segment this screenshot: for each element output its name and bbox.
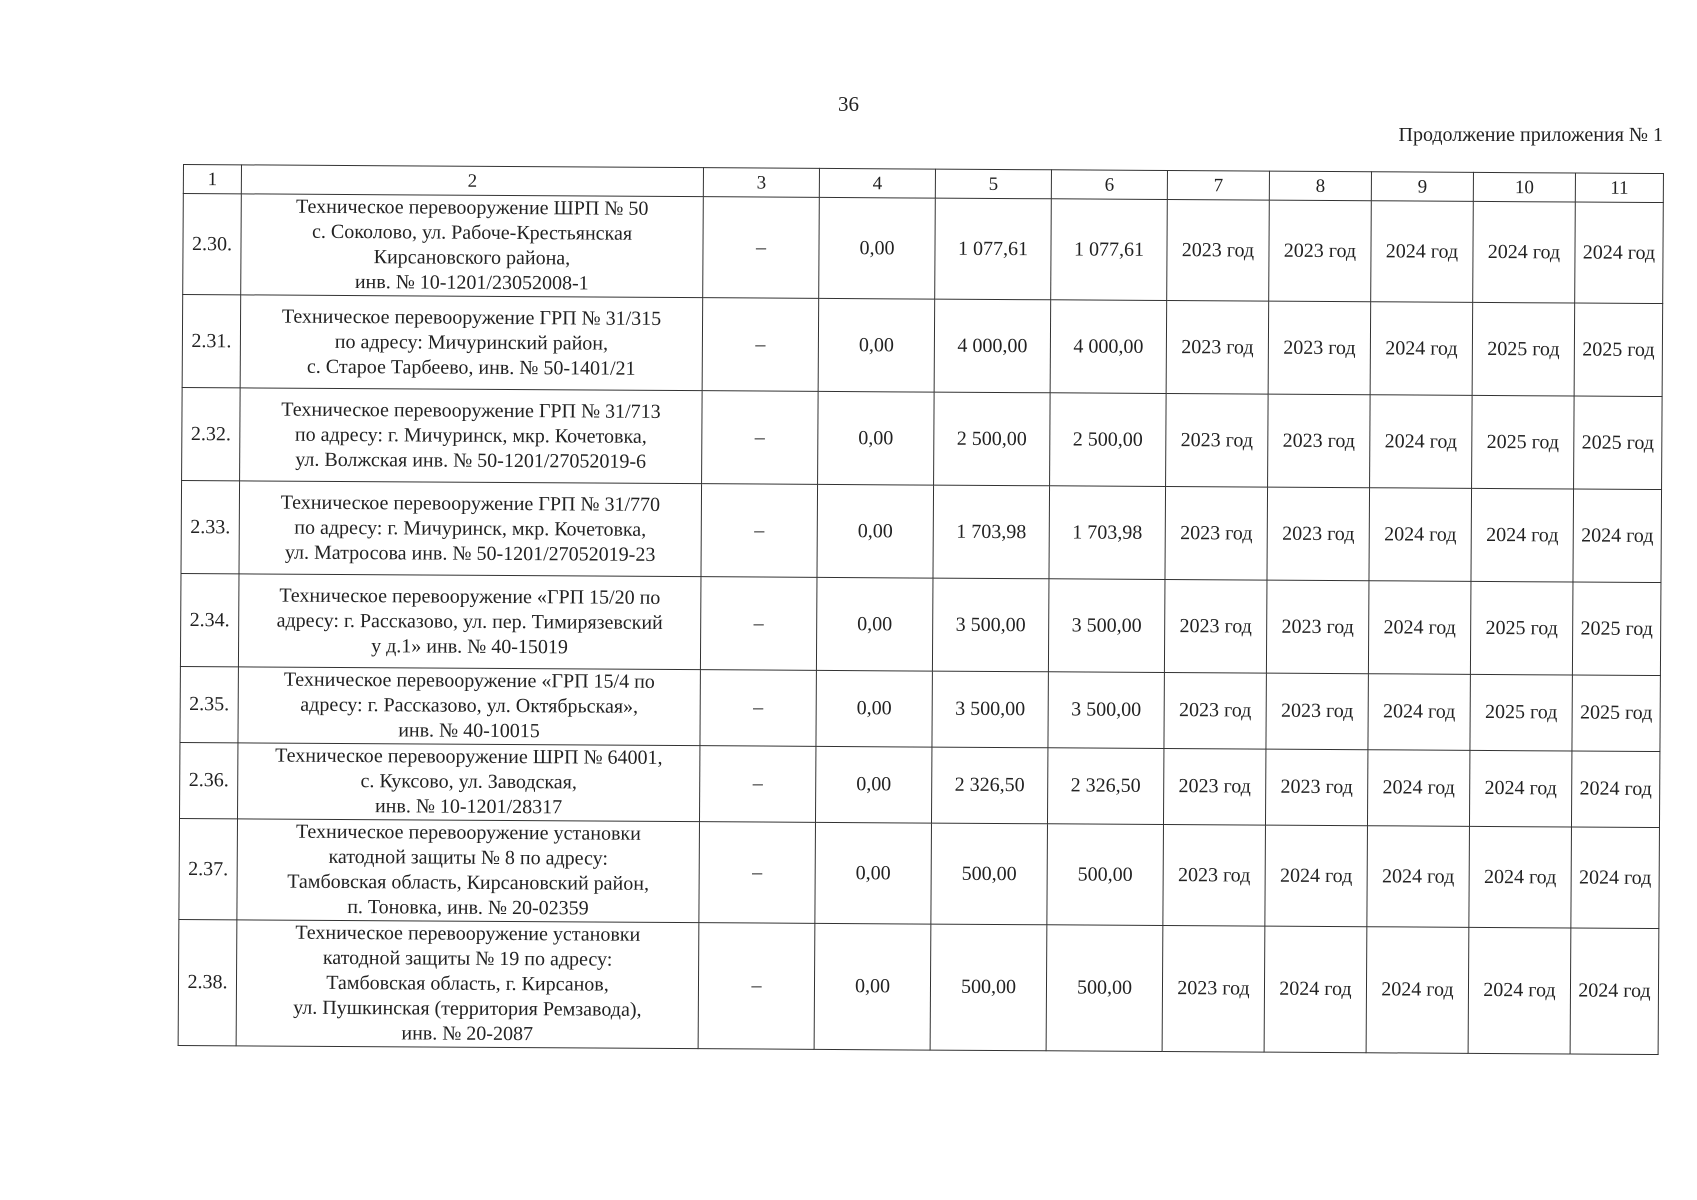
col3-value: – — [700, 670, 816, 747]
description-line: Техническое перевооружение установки — [295, 921, 641, 946]
page-number: 36 — [838, 92, 859, 116]
col7-value: 2023 год — [1163, 825, 1266, 927]
col10-value: 2025 год — [1470, 581, 1573, 675]
object-description — [236, 920, 699, 1049]
row-number: 2.33. — [181, 480, 240, 573]
row-number: 2.34. — [180, 573, 239, 666]
col4-value: 0,00 — [816, 577, 933, 671]
col7-value: 2023 год — [1167, 200, 1270, 302]
col9-value: 2024 год — [1371, 201, 1474, 303]
col6-value: 500,00 — [1046, 925, 1163, 1052]
row-number: 2.35. — [180, 666, 238, 742]
col11-value: 2025 год — [1572, 582, 1661, 676]
col9-value: 2024 год — [1368, 674, 1470, 751]
object-description — [238, 743, 700, 822]
col8-value: 2023 год — [1265, 749, 1367, 826]
description-line: у д.1» инв. № 40-15019 — [371, 634, 569, 658]
column-header: 3 — [703, 168, 819, 198]
col9-value: 2024 год — [1370, 302, 1473, 396]
col5-value: 1 703,98 — [933, 485, 1050, 579]
description-line: с. Старое Тарбеево, инв. № 50-1401/21 — [306, 355, 636, 380]
col5-value: 3 500,00 — [932, 671, 1048, 748]
col8-value: 2024 год — [1264, 926, 1367, 1053]
description-line: Техническое перевооружение «ГРП 15/20 по — [279, 584, 661, 609]
col11-value: 2024 год — [1571, 751, 1659, 828]
col9-value: 2024 год — [1367, 826, 1470, 928]
col5-value: 500,00 — [931, 823, 1048, 925]
col10-value: 2024 год — [1469, 826, 1572, 928]
col8-value: 2023 год — [1268, 301, 1371, 395]
col11-value: 2024 год — [1575, 202, 1664, 304]
col6-value: 2 326,50 — [1047, 748, 1163, 825]
object-description — [241, 194, 704, 298]
row-number: 2.37. — [179, 818, 238, 919]
col7-value: 2023 год — [1166, 394, 1269, 488]
object-description — [240, 388, 703, 484]
description-line: с. Соколово, ул. Рабоче-Крестьянская — [312, 220, 633, 245]
col10-value: 2024 год — [1473, 201, 1576, 303]
column-header: 9 — [1371, 172, 1473, 202]
object-description — [238, 667, 700, 746]
table-row — [182, 295, 1663, 397]
description-line: по адресу: г. Мичуринск, мкр. Кочетовка, — [294, 423, 647, 448]
col7-value: 2023 год — [1164, 580, 1267, 674]
row-number: 2.30. — [183, 194, 242, 295]
col3-value: – — [700, 577, 817, 671]
table-row — [180, 666, 1660, 751]
col6-value: 3 500,00 — [1048, 672, 1164, 749]
description-line: Техническое перевооружение установки — [295, 820, 641, 845]
object-description — [239, 481, 702, 577]
col10-value: 2024 год — [1468, 927, 1571, 1054]
appendix-continuation-label: Продолжение приложения № 1 — [1398, 124, 1663, 146]
col9-value: 2024 год — [1369, 488, 1472, 582]
description-line: ул. Волжская инв. № 50-1201/27052019-6 — [295, 448, 647, 473]
description-line: Техническое перевооружение ГРП № 31/713 — [281, 398, 661, 423]
col11-value: 2024 год — [1570, 928, 1659, 1055]
col8-value: 2023 год — [1266, 673, 1368, 750]
col3-value: – — [702, 298, 819, 392]
col7-value: 2023 год — [1162, 925, 1265, 1052]
col3-value: – — [698, 923, 815, 1050]
col4-value: 0,00 — [818, 391, 935, 485]
col3-value: – — [699, 746, 815, 823]
col11-value: 2025 год — [1574, 396, 1663, 490]
col8-value: 2023 год — [1267, 487, 1370, 581]
object-description — [238, 574, 701, 670]
column-header: 8 — [1269, 171, 1371, 201]
col6-value: 1 703,98 — [1049, 486, 1166, 580]
description-line: катодной защиты № 8 по адресу: — [328, 845, 609, 870]
row-number: 2.36. — [180, 742, 238, 818]
row-number: 2.38. — [178, 919, 237, 1045]
investment-program-table — [178, 164, 1664, 1055]
column-header: 11 — [1575, 173, 1663, 203]
description-line: с. Куксово, ул. Заводская, — [360, 770, 577, 794]
col3-value: – — [702, 391, 819, 485]
col6-value: 500,00 — [1047, 824, 1164, 926]
description-line: Кирсановского района, — [373, 246, 571, 270]
col10-value: 2025 год — [1472, 395, 1575, 489]
table-row — [179, 818, 1660, 928]
object-description — [240, 295, 703, 391]
col6-value: 3 500,00 — [1048, 579, 1165, 673]
description-line: инв. № 20-2087 — [401, 1022, 534, 1046]
col6-value: 1 077,61 — [1051, 199, 1168, 301]
col11-value: 2024 год — [1573, 489, 1662, 583]
col4-value: 0,00 — [818, 298, 935, 392]
col3-value: – — [699, 822, 816, 924]
description-line: адресу: г. Рассказово, ул. пер. Тимирязевский — [276, 609, 663, 634]
description-line: катодной защиты № 19 по адресу: — [322, 946, 613, 971]
description-line: Техническое перевооружение ГРП № 31/770 — [280, 491, 661, 516]
col7-value: 2023 год — [1163, 749, 1265, 826]
column-header: 5 — [935, 169, 1051, 199]
col6-value: 2 500,00 — [1050, 393, 1167, 487]
col10-value: 2024 год — [1469, 750, 1571, 827]
col4-value: 0,00 — [815, 746, 931, 823]
column-header: 1 — [183, 165, 241, 194]
description-line: Техническое перевооружение ШРП № 64001, — [275, 744, 663, 769]
col11-value: 2024 год — [1571, 827, 1660, 929]
col5-value: 500,00 — [930, 924, 1047, 1051]
row-number: 2.32. — [182, 387, 241, 480]
col7-value: 2023 год — [1166, 301, 1269, 395]
column-header: 10 — [1473, 172, 1575, 202]
col9-value: 2024 год — [1368, 581, 1471, 675]
table-row — [182, 387, 1663, 489]
col8-value: 2023 год — [1268, 394, 1371, 488]
col7-value: 2023 год — [1165, 487, 1268, 581]
col8-value: 2024 год — [1265, 825, 1368, 927]
col6-value: 4 000,00 — [1050, 300, 1167, 394]
col8-value: 2023 год — [1269, 200, 1372, 302]
col5-value: 2 500,00 — [934, 392, 1051, 486]
description-line: Техническое перевооружение «ГРП 15/4 по — [283, 668, 655, 693]
object-description — [237, 819, 700, 923]
col8-value: 2023 год — [1266, 580, 1369, 674]
col10-value: 2025 год — [1470, 674, 1572, 751]
col5-value: 3 500,00 — [932, 578, 1049, 672]
column-header: 7 — [1167, 171, 1269, 201]
col9-value: 2024 год — [1370, 395, 1473, 489]
description-line: п. Тоновка, инв. № 20-02359 — [347, 896, 589, 920]
col5-value: 2 326,50 — [931, 747, 1047, 824]
table-row — [181, 480, 1662, 582]
description-line: инв. № 40-10015 — [398, 719, 540, 743]
col3-value: – — [703, 197, 820, 299]
col10-value: 2024 год — [1471, 488, 1574, 582]
col4-value: 0,00 — [819, 197, 936, 299]
description-line: адресу: г. Рассказово, ул. Октябрьская», — [300, 693, 639, 718]
col9-value: 2024 год — [1366, 927, 1469, 1054]
col7-value: 2023 год — [1164, 673, 1266, 750]
col9-value: 2024 год — [1367, 750, 1469, 827]
description-line: Техническое перевооружение ГРП № 31/315 — [281, 305, 662, 330]
col4-value: 0,00 — [816, 670, 932, 747]
description-line: инв. № 10-1201/28317 — [374, 795, 563, 819]
col5-value: 4 000,00 — [934, 299, 1051, 393]
row-number: 2.31. — [182, 295, 241, 388]
col4-value: 0,00 — [814, 923, 931, 1050]
column-header: 6 — [1051, 170, 1167, 200]
description-line: ул. Пушкинская (территория Ремзавода), — [293, 996, 642, 1021]
description-line: ул. Матросова инв. № 50-1201/27052019-23 — [284, 541, 656, 566]
description-line: Тамбовская область, Кирсановский район, — [287, 870, 650, 895]
col11-value: 2025 год — [1574, 303, 1663, 397]
column-header: 2 — [241, 165, 703, 197]
description-line: по адресу: г. Мичуринск, мкр. Кочетовка, — [294, 516, 647, 541]
table-row — [180, 742, 1660, 827]
col11-value: 2025 год — [1572, 675, 1660, 752]
description-line: по адресу: Мичуринский район, — [334, 330, 609, 355]
description-line: Тамбовская область, г. Кирсанов, — [326, 971, 609, 996]
description-line: инв. № 10-1201/23052008-1 — [354, 271, 589, 295]
col4-value: 0,00 — [815, 822, 932, 924]
table-row — [180, 573, 1661, 675]
col5-value: 1 077,61 — [935, 198, 1052, 300]
table-row — [178, 919, 1659, 1054]
col3-value: – — [701, 484, 818, 578]
table-row — [183, 194, 1664, 304]
column-header: 4 — [819, 168, 935, 198]
col4-value: 0,00 — [817, 484, 934, 578]
col10-value: 2025 год — [1472, 302, 1575, 396]
description-line: Техническое перевооружение ШРП № 50 — [295, 195, 649, 220]
